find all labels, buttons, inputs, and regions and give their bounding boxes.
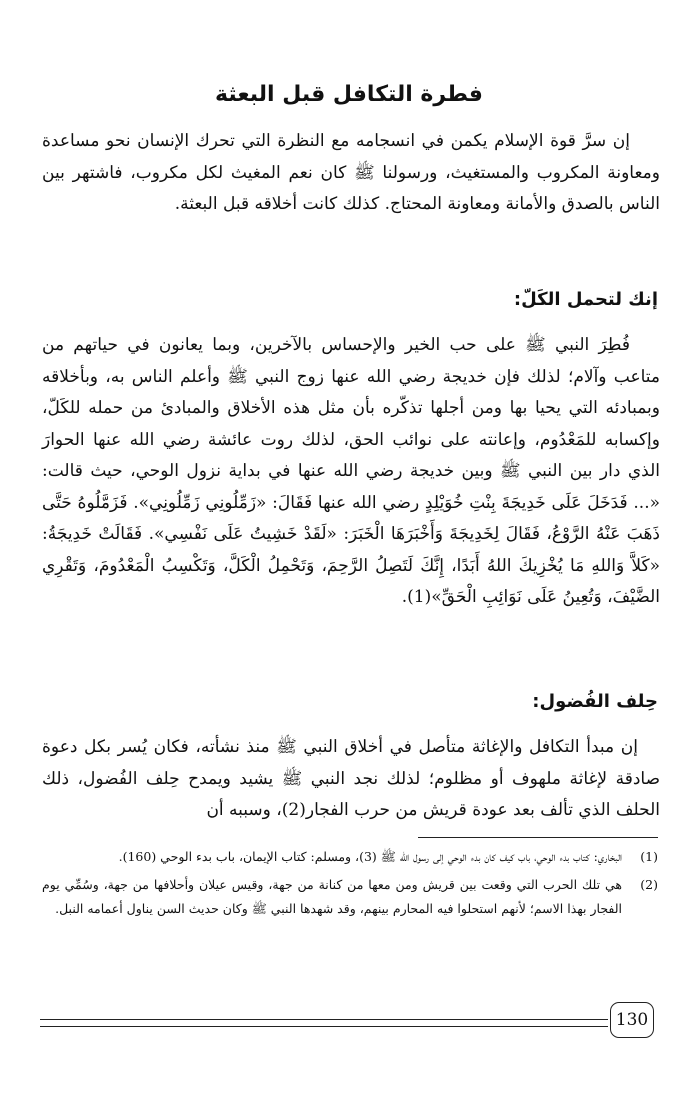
- footnote-text: هي تلك الحرب التي وقعت بين قريش ومن معها من كنانة من جهة، وقيس عيلان وأحلافها من جهة، وسُمِّي يوم الفجار بهذا الاسم؛ لأنهم استحلوا فيه المحارم بينهم، وقد شهدها النبي ﷺ وكان حديث السن يناول أعمامه النبل.: [42, 877, 622, 916]
- footnote-text: البخاري: كتاب بدء الوحي، باب كيف كان بدء الوحي إلى رسول الله ﷺ (3)، ومسلم: كتاب الإيمان، باب بدء الوحي (160).: [118, 849, 622, 864]
- section-heading-carrying-burden: إنك لتحمل الكَلّ:: [513, 289, 658, 310]
- footnote-number: (2): [640, 877, 658, 892]
- section-paragraph-hilf-al-fudul: إن مبدأ التكافل والإغاثة متأصل في أخلاق النبي ﷺ منذ نشأته، فكان يُسر بكل دعوة صادقة لإغاثة ملهوف أو مظلوم؛ لذلك نجد النبي ﷺ يشيد ويمدح حِلف الفُضول، ذلك الحلف الذي تألف بعد عودة قريش من حرب الفجار(2)، وسببه أن: [42, 737, 660, 820]
- page-title: فطرة التكافل قبل البعثة: [215, 82, 483, 107]
- footnote-number: (1): [640, 849, 658, 864]
- section-paragraph-carrying-burden: فُطِرَ النبي ﷺ على حب الخير والإحساس بالآخرين، وبما يعانون في حياتهم من متاعب وآلام؛ لذلك فإن خديجة رضي الله عنها زوج النبي ﷺ وأعلم الناس به، وبأخلاقه وبمبادئه التي يحيا بها ومن أجلها تذكّره بأن مثل هذه الأخلاق والمبادئ من حمله للكَلّ، وإكسابه للمَعْدُوم، وإعانته على نوائب الحق، لذلك روت عائشة رضي الله عنها الحوارَ الذي دار بين النبي ﷺ وبين خديجة رضي الله عنها في بداية نزول الوحي، حيث قالت: «... فَدَخَلَ عَلَى خَدِيجَةَ بِنْتِ خُوَيْلِدٍ رضي الله عنها فَقَالَ: «زَمِّلُونِي زَمِّلُونِي». فَزَمَّلُوهُ حَتَّى ذَهَبَ عَنْهُ الرَّوْعُ، فَقَالَ لِخَدِيجَةَ وَأَخْبَرَهَا الْخَبَرَ: «لَقَدْ خَشِيتُ عَلَى نَفْسِي». فَقَالَتْ خَدِيجَةُ: «كَلاَّ وَاللهِ مَا يُخْزِيكَ اللهُ أَبَدًا، إِنَّكَ لَتَصِلُ الرَّحِمَ، وَتَحْمِلُ الْكَلَّ، وَتَكْسِبُ الْمَعْدُومَ، وَتَقْرِي الضَّيْفَ، وَتُعِينُ عَلَى نَوَائِبِ الْحَقِّ»(1).: [42, 335, 660, 607]
- intro-paragraph: إن سرَّ قوة الإسلام يكمن في انسجامه مع النظرة التي تحرك الإنسان نحو مساعدة ومعاونة المكروب والمستغيث، ورسولنا ﷺ كان نعم المغيث لكل مكروب، فاشتهر بين الناس بالصدق والأمانة ومعاونة المحتاج. كذلك كانت أخلاقه قبل البعثة.: [42, 131, 660, 214]
- footnote-2: [42, 873, 660, 921]
- footnote-separator: [418, 837, 658, 838]
- footnote-1: [42, 845, 660, 869]
- footer-double-rule: [40, 1019, 608, 1027]
- page-number: 130: [610, 1002, 654, 1038]
- footnotes: [42, 845, 660, 925]
- section-heading-hilf-al-fudul: حِلف الفُضول:: [532, 691, 658, 712]
